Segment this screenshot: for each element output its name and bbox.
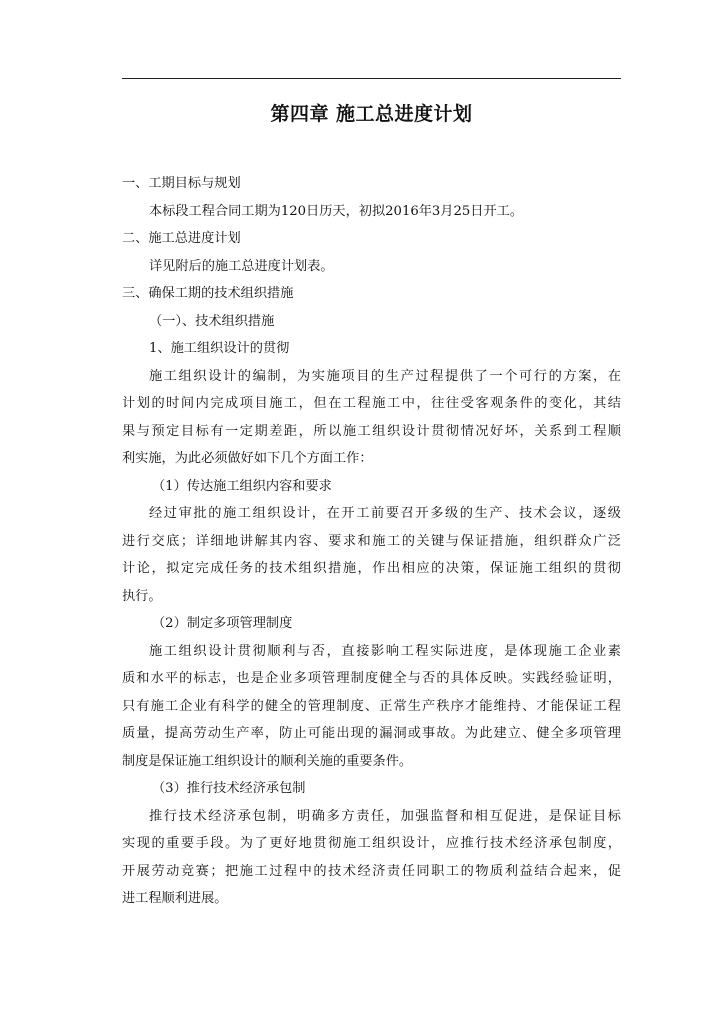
paragraph-line: 施工组织设计的编制，为实施项目的生产过程提供了一个可行的方案，在 <box>149 368 621 384</box>
paragraph-line: 开展劳动竞赛；把施工过程中的技术经济责任同职工的物质利益结合起来，促 <box>122 863 621 879</box>
item-heading: （2）制定多项管理制度 <box>152 616 293 631</box>
paragraph-line: 利实施，为此必须做好如下几个方面工作： <box>122 451 373 466</box>
paragraph-line: 详见附后的施工总进度计划表。 <box>149 258 334 274</box>
paragraph-line: 只有施工企业有科学的健全的管理制度、正常生产秩序才能维持、才能保证工程 <box>122 698 621 714</box>
item-heading: （3）推行技术经济承包制 <box>152 781 306 796</box>
section-heading: 三、确保工期的技术组织措施 <box>122 286 294 301</box>
paragraph-line: 本标段工程合同工期为120日历天，初拟2016年3月25日开工。 <box>149 203 524 219</box>
section-heading: 一、工期目标与规划 <box>122 176 241 191</box>
paragraph-line: 执行。 <box>122 588 162 604</box>
section-heading: 二、施工总进度计划 <box>122 231 241 246</box>
paragraph-line: 制度是保证施工组织设计的顺利关施的重要条件。 <box>122 753 413 769</box>
paragraph-line: 经过审批的施工组织设计，在开工前要召开多级的生产、技术会议，逐级 <box>149 506 621 521</box>
paragraph-line: 计论，拟定完成任务的技术组织措施，作出相应的决策，保证施工组织的贯彻 <box>122 561 621 576</box>
paragraph-line: 计划的时间内完成项目施工，但在工程施工中，往往受客观条件的变化，其结 <box>122 396 621 411</box>
paragraph-line: 质和水平的标志，也是企业多项管理制度健全与否的具体反映。实践经验证明， <box>122 671 621 686</box>
paragraph-line: 质量，提高劳动生产率，防止可能出现的漏洞或事故。为此建立、健全多项管理 <box>122 726 621 741</box>
paragraph-line: 推行技术经济承包制，明确多方责任，加强监督和相互促进，是保证目标 <box>149 808 621 824</box>
paragraph-line: 实现的重要手段。为了更好地贯彻施工组织设计，应推行技术经济承包制度， <box>122 836 621 851</box>
document-body <box>122 170 621 913</box>
item-heading: （1）传达施工组织内容和要求 <box>152 478 332 494</box>
paragraph-line: 进行交底；详细地讲解其内容、要求和施工的关键与保证措施，组织群众广泛 <box>122 533 621 549</box>
chapter-title: 第四章 施工总进度计划 <box>270 103 473 125</box>
subsection-heading: （一）、技术组织措施 <box>149 313 275 329</box>
paragraph-line: 进工程顺利进展。 <box>122 891 228 906</box>
paragraph-line: 果与预定目标有一定期差距，所以施工组织设计贯彻情况好坏，关系到工程顺 <box>122 423 621 439</box>
subsection-heading: 1、施工组织设计的贯彻 <box>149 341 290 356</box>
paragraph-line: 施工组织设计贯彻顺利与否，直接影响工程实际进度，是体现施工企业素 <box>149 643 621 659</box>
header-rule <box>122 78 621 79</box>
